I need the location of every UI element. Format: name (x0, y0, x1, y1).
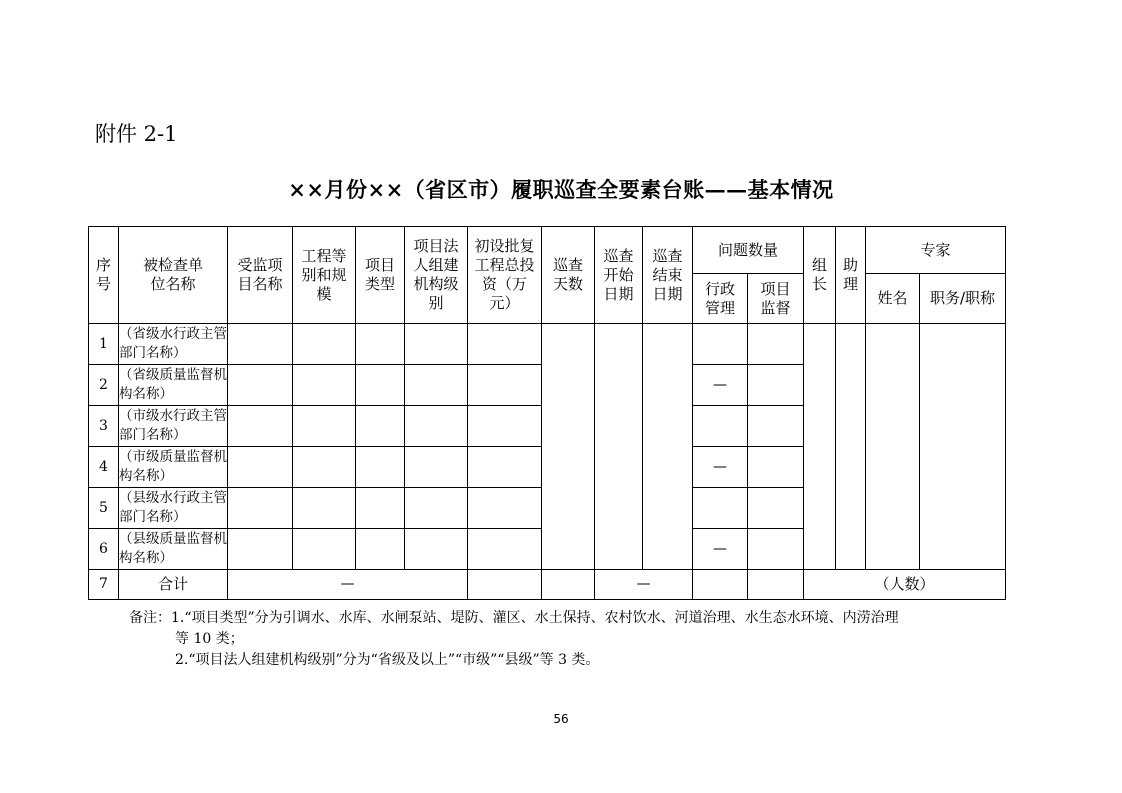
notes (129, 608, 1014, 671)
row-admin-mgmt (693, 488, 748, 529)
row-admin-mgmt: — (693, 529, 748, 570)
merged-start-date-cell (595, 324, 643, 570)
header-legal-person-level: 项目法人组建机构级别 (405, 227, 468, 324)
ledger-table (88, 226, 1006, 600)
total-project-dash: — (228, 570, 468, 600)
header-expert: 专家 (866, 227, 1006, 274)
header-grade-scale: 工程等别和规模 (293, 227, 356, 324)
table-row (89, 324, 1006, 365)
attachment-label: 附件 2-1 (95, 122, 178, 146)
row-unit-name: （省级水行政主管部门名称） (119, 324, 228, 365)
row-seq: 4 (89, 447, 119, 488)
header-start-date: 巡查开始日期 (595, 227, 643, 324)
row-admin-mgmt: — (693, 447, 748, 488)
page-number: 56 (553, 712, 569, 726)
note-1 (129, 608, 1014, 629)
merged-expert-title-cell (920, 324, 1006, 570)
row-unit-name: （县级质量监督机构名称） (119, 529, 228, 570)
merged-assistant-cell (836, 324, 866, 570)
note-1-line-2: 等 10 类； (175, 631, 244, 647)
header-investment: 初设批复工程总投资（万元） (468, 227, 542, 324)
header-admin-mgmt: 行政管理 (693, 274, 748, 324)
header-issue-count: 问题数量 (693, 227, 804, 274)
header-team-leader: 组长 (804, 227, 836, 324)
header-project-name: 受监项目名称 (228, 227, 293, 324)
row-unit-name: （县级水行政主管部门名称） (119, 488, 228, 529)
merged-team-leader-cell (804, 324, 836, 570)
header-project-supervision: 项目监督 (748, 274, 804, 324)
total-label: 合计 (119, 570, 228, 600)
note-1-line-1: 1.“项目类型”分为引调水、水库、水闸泵站、堤防、灌区、水土保持、农村饮水、河道治理、水生态水环境、内涝治理 (171, 610, 899, 626)
header-project-type: 项目类型 (356, 227, 405, 324)
row-admin-mgmt (693, 324, 748, 365)
total-row (89, 570, 1006, 600)
notes-prefix: 备注： (129, 610, 171, 626)
header-unit: 被检查单位名称 (119, 227, 228, 324)
row-admin-mgmt (693, 406, 748, 447)
header-days: 巡查天数 (542, 227, 595, 324)
row-unit-name: （市级水行政主管部门名称） (119, 406, 228, 447)
header-assistant: 助理 (836, 227, 866, 324)
note-2: 2.“项目法人组建机构级别”分为“省级及以上”“市级”“县级”等 3 类。 (175, 652, 600, 668)
row-seq: 6 (89, 529, 119, 570)
total-seq: 7 (89, 570, 119, 600)
header-expert-title: 职务/职称 (920, 274, 1006, 324)
row-unit-name: （省级质量监督机构名称） (119, 365, 228, 406)
merged-days-cell (542, 324, 595, 570)
header-end-date: 巡查结束日期 (643, 227, 693, 324)
total-date-dash: — (595, 570, 693, 600)
merged-expert-name-cell (866, 324, 920, 570)
merged-end-date-cell (643, 324, 693, 570)
total-headcount: （人数） (804, 570, 1006, 600)
row-seq: 1 (89, 324, 119, 365)
row-seq: 3 (89, 406, 119, 447)
row-seq: 5 (89, 488, 119, 529)
row-unit-name: （市级质量监督机构名称） (119, 447, 228, 488)
document-title: ××月份××（省区市）履职巡查全要素台账——基本情况 (288, 177, 834, 202)
header-seq: 序号 (89, 227, 119, 324)
header-expert-name: 姓名 (866, 274, 920, 324)
row-seq: 2 (89, 365, 119, 406)
row-admin-mgmt: — (693, 365, 748, 406)
